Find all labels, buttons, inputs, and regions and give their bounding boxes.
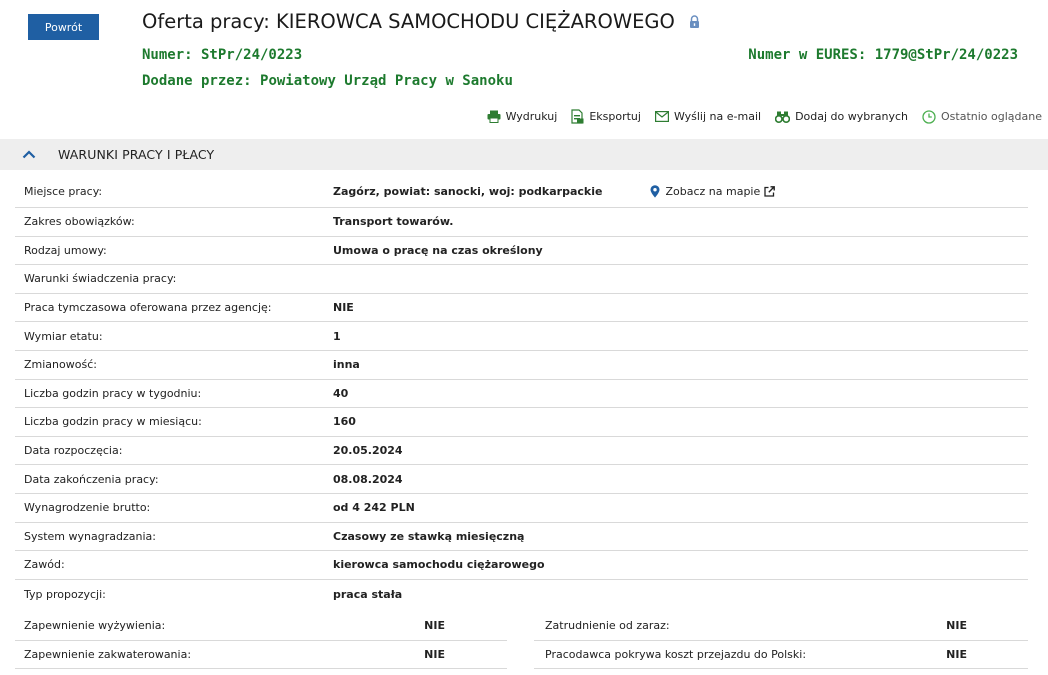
row-label: Praca tymczasowa oferowana przez agencję: — [24, 301, 272, 315]
offer-number: Numer: StPr/24/0223 — [142, 47, 303, 63]
row-value: NIE — [424, 619, 445, 633]
row-value: NIE — [333, 301, 354, 315]
external-link-icon — [764, 186, 775, 197]
table-row — [15, 175, 1028, 208]
row-value: inna — [333, 358, 360, 372]
table-row — [15, 408, 1028, 437]
row-label: Warunki świadczenia pracy: — [24, 272, 177, 286]
table-row — [15, 237, 1028, 266]
map-link-label: Zobacz na mapie — [665, 184, 761, 198]
table-row — [15, 612, 507, 641]
recent-button[interactable] — [922, 110, 1042, 124]
lock-icon — [689, 15, 700, 29]
row-value: praca stała — [333, 587, 403, 601]
row-value: Transport towarów. — [333, 215, 454, 229]
row-label: Miejsce pracy: — [24, 184, 103, 198]
export-label: Eksportuj — [589, 110, 641, 123]
table-row — [15, 265, 1028, 294]
row-value: od 4 242 PLN — [333, 501, 415, 515]
table-row — [534, 641, 1028, 670]
added-by-office: Powiatowy Urząd Pracy w Sanoku — [260, 73, 513, 89]
row-label: Zapewnienie zakwaterowania: — [24, 647, 192, 661]
row-label: Liczba godzin pracy w tygodniu: — [24, 386, 202, 400]
row-value: kierowca samochodu ciężarowego — [333, 558, 545, 572]
table-row — [15, 551, 1028, 580]
row-value: NIE — [946, 619, 967, 633]
table-row — [15, 465, 1028, 494]
row-value: 20.05.2024 — [333, 444, 403, 458]
row-value: Zagórz, powiat: sanocki, woj: podkarpackie — [333, 184, 603, 198]
row-value: NIE — [424, 647, 445, 661]
table-row — [15, 294, 1028, 323]
row-label: Typ propozycji: — [24, 587, 106, 601]
print-button[interactable] — [487, 110, 558, 123]
section-header-toggle[interactable] — [0, 139, 1048, 170]
row-value: 1 — [333, 329, 341, 343]
page-title — [142, 10, 700, 33]
map-link[interactable] — [650, 185, 780, 198]
row-value: 08.08.2024 — [333, 472, 403, 486]
row-label: Zapewnienie wyżywienia: — [24, 619, 166, 633]
row-value: 40 — [333, 386, 349, 400]
row-value: Czasowy ze stawką miesięczną — [333, 529, 525, 543]
table-row — [15, 641, 507, 670]
clock-icon — [922, 110, 936, 124]
row-label: Wynagrodzenie brutto: — [24, 501, 151, 515]
map-pin-icon — [650, 185, 660, 198]
row-label: Liczba godzin pracy w miesiącu: — [24, 415, 202, 429]
row-label: Zmianowość: — [24, 358, 97, 372]
row-label: Zatrudnienie od zaraz: — [545, 619, 670, 633]
row-label: Data zakończenia pracy: — [24, 472, 159, 486]
row-label: Wymiar etatu: — [24, 329, 103, 343]
left-column — [15, 612, 507, 669]
row-value: Umowa o pracę na czas określony — [333, 243, 543, 257]
conditions-list — [15, 175, 1028, 608]
mail-icon — [655, 111, 669, 122]
table-row — [15, 494, 1028, 523]
row-label: System wynagradzania: — [24, 529, 156, 543]
recent-label: Ostatnio oglądane — [941, 110, 1042, 123]
row-label: Pracodawca pokrywa koszt przejazdu do Polski: — [545, 647, 807, 661]
binoculars-icon — [775, 111, 790, 123]
table-row — [15, 523, 1028, 552]
table-row — [15, 351, 1028, 380]
added-by — [142, 73, 513, 89]
export-button[interactable] — [571, 109, 641, 124]
email-label: Wyślij na e-mail — [673, 110, 762, 123]
added-by-prefix: Dodane przez: — [142, 73, 261, 89]
paired-conditions — [15, 612, 1028, 669]
row-value: NIE — [946, 647, 967, 661]
right-column — [534, 612, 1028, 669]
email-button[interactable] — [655, 110, 761, 123]
chevron-up-icon — [22, 150, 36, 159]
table-row — [15, 322, 1028, 351]
row-label: Zakres obowiązków: — [24, 215, 135, 229]
table-row — [15, 437, 1028, 466]
favorites-label: Dodaj do wybranych — [795, 110, 909, 123]
printer-icon — [487, 110, 501, 123]
back-button[interactable]: Powrót — [28, 14, 99, 40]
eures-number: Numer w EURES: 1779@StPr/24/0223 — [748, 47, 1018, 63]
export-icon — [571, 109, 584, 124]
print-label: Wydrukuj — [505, 110, 558, 123]
table-row — [15, 580, 1028, 609]
row-label: Rodzaj umowy: — [24, 243, 107, 257]
table-row — [534, 612, 1028, 641]
row-value: 160 — [333, 415, 356, 429]
row-label: Data rozpoczęcia: — [24, 444, 123, 458]
table-row — [15, 208, 1028, 237]
table-row — [15, 380, 1028, 409]
section-title: WARUNKI PRACY I PŁACY — [58, 147, 215, 162]
row-label: Zawód: — [24, 558, 65, 572]
favorites-button[interactable] — [775, 110, 908, 123]
page-title-text: Oferta pracy: KIEROWCA SAMOCHODU CIĘŻAROWEGO — [142, 10, 675, 33]
toolbar — [473, 109, 1042, 124]
